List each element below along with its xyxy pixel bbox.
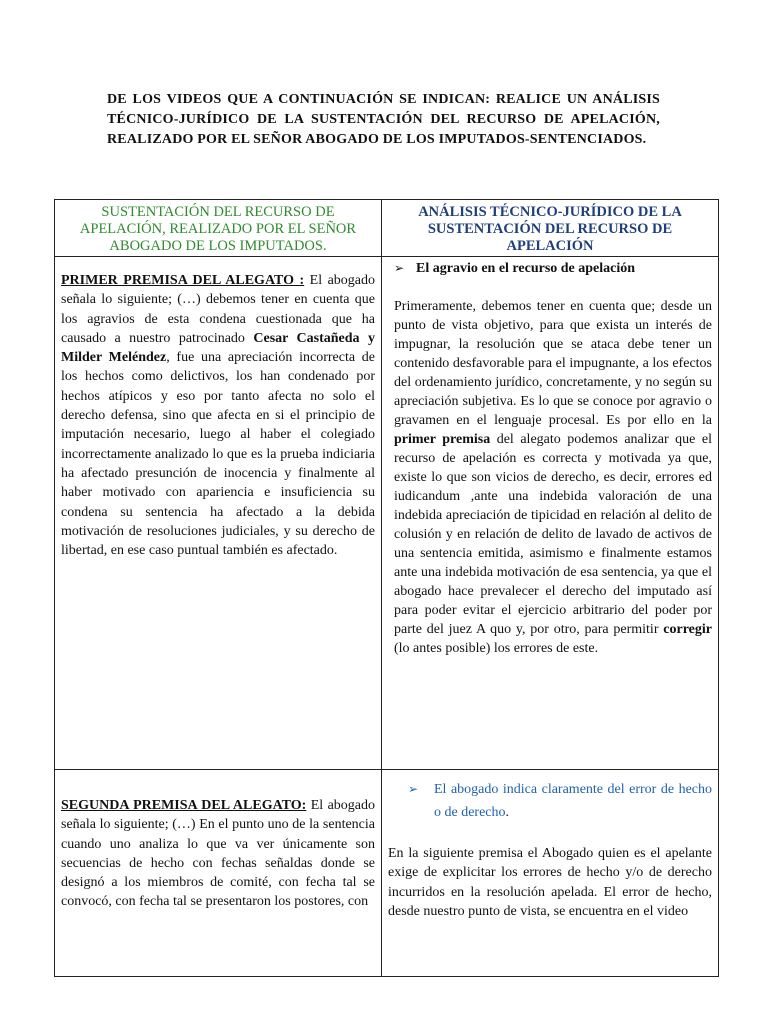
- premise-2-cell: [55, 770, 382, 977]
- analysis-2-text: En la siguiente premisa el Abogado quien es el apelante exige de explicitar los errores de hecho y/o de derecho incurridos en la resolución apelada. El error de hecho, desde nuestro punto de vista, se encuentra en el video: [388, 846, 712, 919]
- table-row: [55, 257, 719, 770]
- premise-1-title: PRIMER PREMISA DEL ALEGATO :: [61, 273, 305, 288]
- header-left-text: SUSTENTACIÓN DEL RECURSO DE APELACIÓN, REALIZADO POR EL SEÑOR ABOGADO DE LOS IMPUTADOS.: [79, 204, 357, 254]
- premise-1-text-a: El abogado señala lo siguiente; (…) debemos tener en cuenta que los agravios de esta condena cuestionada que ha causado a nuestro patrocinado: [61, 273, 376, 346]
- analysis-2-paragraph: [388, 844, 712, 921]
- analysis-1-bullet-text: El agravio en el recurso de apelación: [416, 261, 636, 276]
- table-row: [55, 770, 719, 977]
- premise-2-paragraph: [61, 796, 375, 912]
- analysis-2-bullet: [408, 778, 712, 824]
- analysis-1-text-b: del alegato podemos analizar que el recurso de apelación es correcta y motivada ya que, existe lo que son vicios de derecho, es decir, errores ed iudicandum ,ante una indebida valoración de una indebida apreciación de tipicidad en relación al delito de colusión y en relación de delito de lavado de activos de una sentencia emitida, asimismo e finalmente estamos ante una indebida motivación de esa sentencia, ya que el abogado hace prevalecer el derecho del imputado así para poder evitar el ejercicio arbitrario del poder por parte del juez A quo y, por otro, para permitir: [394, 432, 712, 637]
- analysis-2-bullet-end: .: [505, 805, 510, 820]
- analysis-2-bullet-text: El abogado indica claramente del error de hecho o de derecho: [434, 782, 712, 820]
- header-right-text: ANÁLISIS TÉCNICO-JURÍDICO DE LA SUSTENTACIÓN DEL RECURSO DE APELACIÓN: [418, 204, 682, 254]
- arrow-bullet-icon: ➢: [394, 261, 405, 275]
- premise-1-cell: [55, 257, 382, 770]
- table-header-row: [55, 200, 719, 257]
- premise-2-title: SEGUNDA PREMISA DEL ALEGATO:: [61, 798, 307, 813]
- analysis-1-bold-a: primer premisa: [394, 432, 491, 447]
- analysis-1-paragraph: [394, 297, 712, 658]
- premise-1-paragraph: [61, 271, 375, 560]
- analysis-1-text-c: (lo antes posible) los errores de este.: [394, 641, 599, 656]
- header-right-cell: [382, 200, 719, 257]
- analysis-2-cell: [382, 770, 719, 977]
- analysis-1-cell: [382, 257, 719, 770]
- analysis-1-text-a: Primeramente, debemos tener en cuenta que; desde un punto de vista objetivo, para que exista un interés de impugnar, la resolución que se ataca debe tener un contenido desfavorable para el impugnante, a los efectos del ordenamiento jurídico, concretamente, y no según su apreciación subjetiva. Es lo que se conoce por agravio o gravamen en el lenguaje procesal. Es por ello en la: [394, 299, 712, 428]
- analysis-table: [54, 199, 719, 977]
- arrow-bullet-icon: ➢: [408, 782, 419, 796]
- analysis-1-bold-b: corregir: [663, 622, 712, 637]
- header-left-cell: [55, 200, 382, 257]
- premise-1-names: Cesar Castañeda y Milder Meléndez: [61, 330, 375, 366]
- assignment-heading: DE LOS VIDEOS QUE A CONTINUACIÓN SE INDICAN: REALICE UN ANÁLISIS TÉCNICO-JURÍDICO DE LA SUSTENTACIÓN DEL RECURSO DE APELACIÓN, REALIZADO POR EL SEÑOR ABOGADO DE LOS IMPUTADOS-SENTENCIADOS.: [107, 92, 660, 147]
- premise-1-text-b: , fue una apreciación incorrecta de los hechos como delictivos, los han condenado por hechos atípicos y eso por tanto afecta no solo el derecho defensa, sino que afecta en si el principio de imputación necesario, luego al haber el colegiado incorrectamente analizado lo que es la prueba indiciaria ha afectado presunción de inocencia y finalmente al haber motivado con apariencia e insuficiencia su condena su sentencia ha afectado a la debida motivación de resoluciones judiciales, y su derecho de libertad, en ese caso puntual también es afectado.: [61, 350, 375, 559]
- premise-2-text: El abogado señala lo siguiente; (…) En el punto uno de la sentencia cuando uno analiza lo que va ver únicamente son secuencias de hecho con fechas señaldas donde se designó a los miembros de comité, con fecha tal se convocó, con fecha tal se presentaron los postores, con: [61, 798, 375, 910]
- analysis-1-bullet: [394, 259, 712, 278]
